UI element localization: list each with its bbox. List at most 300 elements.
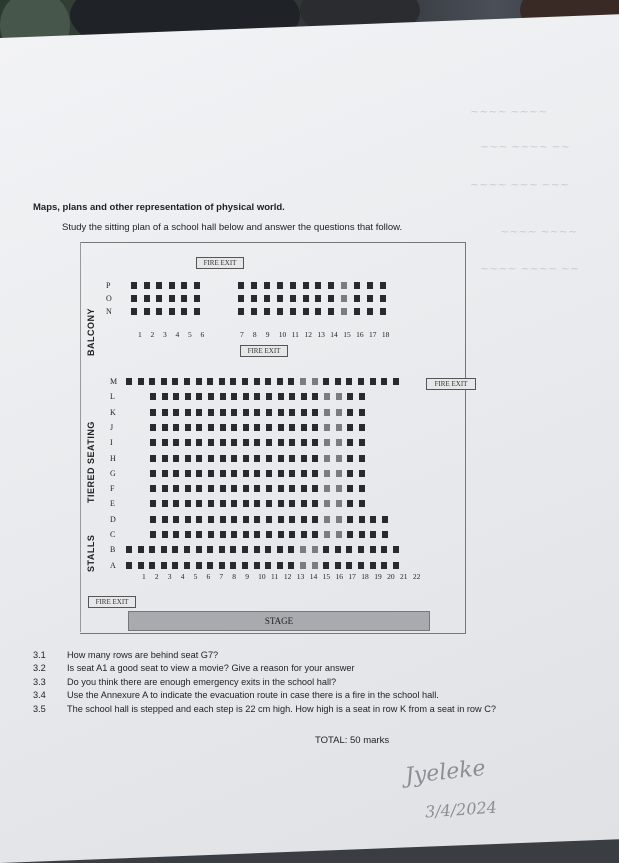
seat [278,485,284,492]
column-number: 6 [200,330,205,339]
seat [278,470,284,477]
seat [336,409,342,416]
seat [254,378,260,385]
seat [266,531,272,538]
seat [277,282,283,289]
column-number: 3 [167,572,172,581]
seat [149,378,155,385]
fire-exit-right: FIRE EXIT [426,378,476,390]
seat [300,562,306,569]
seat [315,295,321,302]
seat [219,562,225,569]
seat [278,455,284,462]
seat [312,455,318,462]
seat [243,470,249,477]
seat [242,546,248,553]
seat [265,378,271,385]
seat [301,500,307,507]
seat [196,409,202,416]
seat [254,546,260,553]
seat [324,455,330,462]
seat [196,562,202,569]
total-marks: TOTAL: 50 marks [315,735,390,746]
show-through-text: ~~~~ ~~~~ [470,105,548,118]
seat [231,485,237,492]
seat [230,378,236,385]
seat [367,308,373,315]
seat [208,500,214,507]
seat [184,546,190,553]
seat [185,393,191,400]
seat [301,485,307,492]
seat [254,455,260,462]
seat [196,378,202,385]
seat [156,295,162,302]
seat [380,282,386,289]
seat [185,500,191,507]
column-number: 18 [361,572,369,581]
seat [138,562,144,569]
seat [230,562,236,569]
handwritten-date: 3/4/2024 [424,797,498,822]
column-number: 17 [348,572,356,581]
seat [208,470,214,477]
seat [196,531,202,538]
seat [173,531,179,538]
column-number: 8 [252,330,257,339]
seat [341,282,347,289]
seat [277,378,283,385]
seat [382,531,388,538]
seat [208,455,214,462]
seat [172,546,178,553]
column-number: 13 [296,572,305,581]
seat [336,485,342,492]
seat [359,455,365,462]
seat [251,295,257,302]
seat [220,485,226,492]
column-number: 12 [304,330,312,339]
seat [150,500,156,507]
column-number: 5 [193,572,198,581]
seat [341,295,347,302]
seat [196,393,202,400]
seat [161,562,167,569]
seat [289,516,295,523]
seat [231,424,237,431]
seat [238,282,244,289]
seat [266,439,272,446]
seat [230,546,236,553]
seat [266,424,272,431]
row-label: B [110,545,116,555]
column-number: 17 [369,330,377,339]
show-through-text: ~~~~ ~~~~ [500,225,578,238]
seat [207,562,213,569]
column-number: 2 [154,572,159,581]
seat [173,424,179,431]
seat [323,562,329,569]
seat [393,562,399,569]
seat [312,562,318,569]
seat [367,295,373,302]
seat [323,546,329,553]
seat [254,485,260,492]
seat [347,485,353,492]
seat [173,439,179,446]
seat [278,531,284,538]
seat [288,546,294,553]
seat [336,531,342,538]
seat [254,516,260,523]
seat [266,485,272,492]
question [33,704,496,714]
seat [173,470,179,477]
seat [220,409,226,416]
seat [347,424,353,431]
seat [185,424,191,431]
column-number: 9 [245,572,249,581]
seat [290,308,296,315]
seat [359,393,365,400]
seat [266,516,272,523]
seat [144,295,150,302]
seat [290,295,296,302]
question [33,650,218,660]
seat [312,439,318,446]
seat [393,378,399,385]
seat [220,470,226,477]
seat [324,531,330,538]
seat [150,470,156,477]
seat [231,439,237,446]
seat [243,455,249,462]
seat [162,531,168,538]
seat [144,282,150,289]
seat [289,393,295,400]
seat [336,393,342,400]
seat [254,470,260,477]
seat [359,516,365,523]
seat [354,295,360,302]
seat [254,500,260,507]
seat [347,439,353,446]
seat [382,516,388,523]
seat [266,455,272,462]
tiered-seating-label: TIERED SEATING [86,421,96,503]
seat [172,562,178,569]
seat [354,282,360,289]
stage: STAGE [128,611,430,631]
seat [243,409,249,416]
seat [381,378,387,385]
seat [336,500,342,507]
seat [243,500,249,507]
row-label: P [106,281,111,290]
seat [336,424,342,431]
seat [301,455,307,462]
seat [315,282,321,289]
seat [346,546,352,553]
seat [238,308,244,315]
column-number: 21 [400,572,408,581]
seat [173,455,179,462]
seat [278,409,284,416]
seat [289,424,295,431]
seat [289,455,295,462]
seat [126,562,132,569]
seat [150,424,156,431]
seat [264,308,270,315]
question-text: How many rows are behind seat G7? [67,650,219,660]
seat [370,378,376,385]
seat [169,295,175,302]
seat [354,308,360,315]
seat [196,546,202,553]
seat [264,295,270,302]
seat [277,308,283,315]
column-number: 7 [240,330,244,339]
seat [131,282,137,289]
seat [380,295,386,302]
section-heading: Maps, plans and other representation of physical world. [33,202,285,213]
seat [289,409,295,416]
seat [380,308,386,315]
seat [358,378,364,385]
column-number: 19 [374,572,382,581]
column-number: 3 [163,330,167,339]
seat [370,562,376,569]
seat [194,308,200,315]
seat [162,424,168,431]
seat [301,470,307,477]
question [33,690,439,700]
seat [346,378,352,385]
seat [335,378,341,385]
seat [149,546,155,553]
seat [181,282,187,289]
seat [289,500,295,507]
seat [277,546,283,553]
seat [185,439,191,446]
seat [156,308,162,315]
seat [328,295,334,302]
seat [346,562,352,569]
seat [173,500,179,507]
seat [254,409,260,416]
seat [231,409,237,416]
row-label: K [110,407,116,417]
seat [172,378,178,385]
seat [347,470,353,477]
question-number: 3.5 [33,703,46,714]
seat [219,378,225,385]
seat [336,439,342,446]
seat [347,516,353,523]
seat [144,308,150,315]
seat [289,485,295,492]
seat [289,531,295,538]
seat [251,282,257,289]
seat [312,516,318,523]
seat [220,424,226,431]
seat [243,393,249,400]
seat [208,424,214,431]
column-number: 4 [180,572,185,581]
fire-exit-bottom: FIRE EXIT [88,596,136,608]
seat [312,500,318,507]
seat [358,562,364,569]
seat [243,485,249,492]
seat [370,546,376,553]
seat [312,470,318,477]
seat [303,308,309,315]
seat [161,378,167,385]
row-label: M [110,377,118,386]
seat [231,393,237,400]
seat [324,500,330,507]
seat [251,308,257,315]
seat [278,424,284,431]
seat [185,470,191,477]
seat [243,424,249,431]
balcony-label: BALCONY [86,308,96,356]
row-label: F [110,484,115,494]
seat [347,500,353,507]
seat [301,516,307,523]
column-number: 1 [138,330,142,339]
seat [381,546,387,553]
seat [324,485,330,492]
seat [231,500,237,507]
show-through-text: ~~~~ ~~~~ ~~ [480,262,580,275]
seat [196,500,202,507]
seat [266,470,272,477]
column-number: 2 [150,330,155,339]
seat [220,531,226,538]
seat [150,531,156,538]
seat [289,439,295,446]
seat [185,455,191,462]
question-text: Is seat A1 a good seat to view a movie? Give a reason for your answer [67,663,355,674]
seat [335,546,341,553]
seat [162,393,168,400]
question-text: The school hall is stepped and each step is 22 cm high. How high is a seat in row K from a seat in row C? [67,703,496,714]
question-number: 3.1 [33,650,46,660]
seat [162,455,168,462]
column-number: 9 [265,330,270,339]
seat [254,562,260,569]
seat [303,282,309,289]
seat [162,409,168,416]
seat [336,470,342,477]
seat [196,455,202,462]
seat [315,308,321,315]
seat [162,439,168,446]
seat [185,409,191,416]
seat [169,308,175,315]
seat [301,424,307,431]
seat [196,470,202,477]
seat [150,485,156,492]
seat [131,308,137,315]
row-label: J [110,422,114,432]
seat [254,439,260,446]
question-text: Do you think there are enough emergency exits in the school hall? [67,676,337,687]
row-label: E [110,499,115,509]
seat [208,516,214,523]
seat [196,424,202,431]
seat [208,409,214,416]
row-label: G [110,468,116,478]
seat [277,295,283,302]
seat [278,393,284,400]
seat [169,282,175,289]
seat [242,378,248,385]
seat [278,439,284,446]
seat [265,562,271,569]
row-label: I [110,438,113,448]
seat [131,295,137,302]
seat [300,378,306,385]
seat [359,409,365,416]
question-number: 3.2 [33,663,46,674]
seat [347,393,353,400]
seat [254,393,260,400]
seat [161,546,167,553]
seat [196,485,202,492]
seat [196,516,202,523]
seat [367,282,373,289]
seat [347,531,353,538]
seat [194,282,200,289]
seat [207,546,213,553]
column-number: 8 [232,572,237,581]
seat [138,378,144,385]
seat [312,531,318,538]
column-number: 20 [387,572,395,581]
column-number: 1 [142,572,146,581]
seat [324,424,330,431]
seat [278,500,284,507]
seat [312,485,318,492]
seat [336,455,342,462]
seat [185,485,191,492]
seat [220,500,226,507]
seat [312,409,318,416]
seat [238,295,244,302]
column-number: 6 [206,572,211,581]
row-label: H [110,453,116,463]
seat [231,516,237,523]
seat [208,531,214,538]
seat [162,470,168,477]
seat [219,546,225,553]
seat [208,439,214,446]
seat [181,295,187,302]
handwritten-signature: Jyeleke [403,755,487,790]
seat [208,485,214,492]
seat [194,295,200,302]
seat [243,516,249,523]
column-number: 10 [258,572,266,581]
seat [278,516,284,523]
column-number: 18 [381,330,390,339]
seat [359,531,365,538]
intro-text: Study the sitting plan of a school hall below and answer the questions that follow. [62,222,403,233]
seat [300,546,306,553]
column-number: 22 [412,572,421,581]
